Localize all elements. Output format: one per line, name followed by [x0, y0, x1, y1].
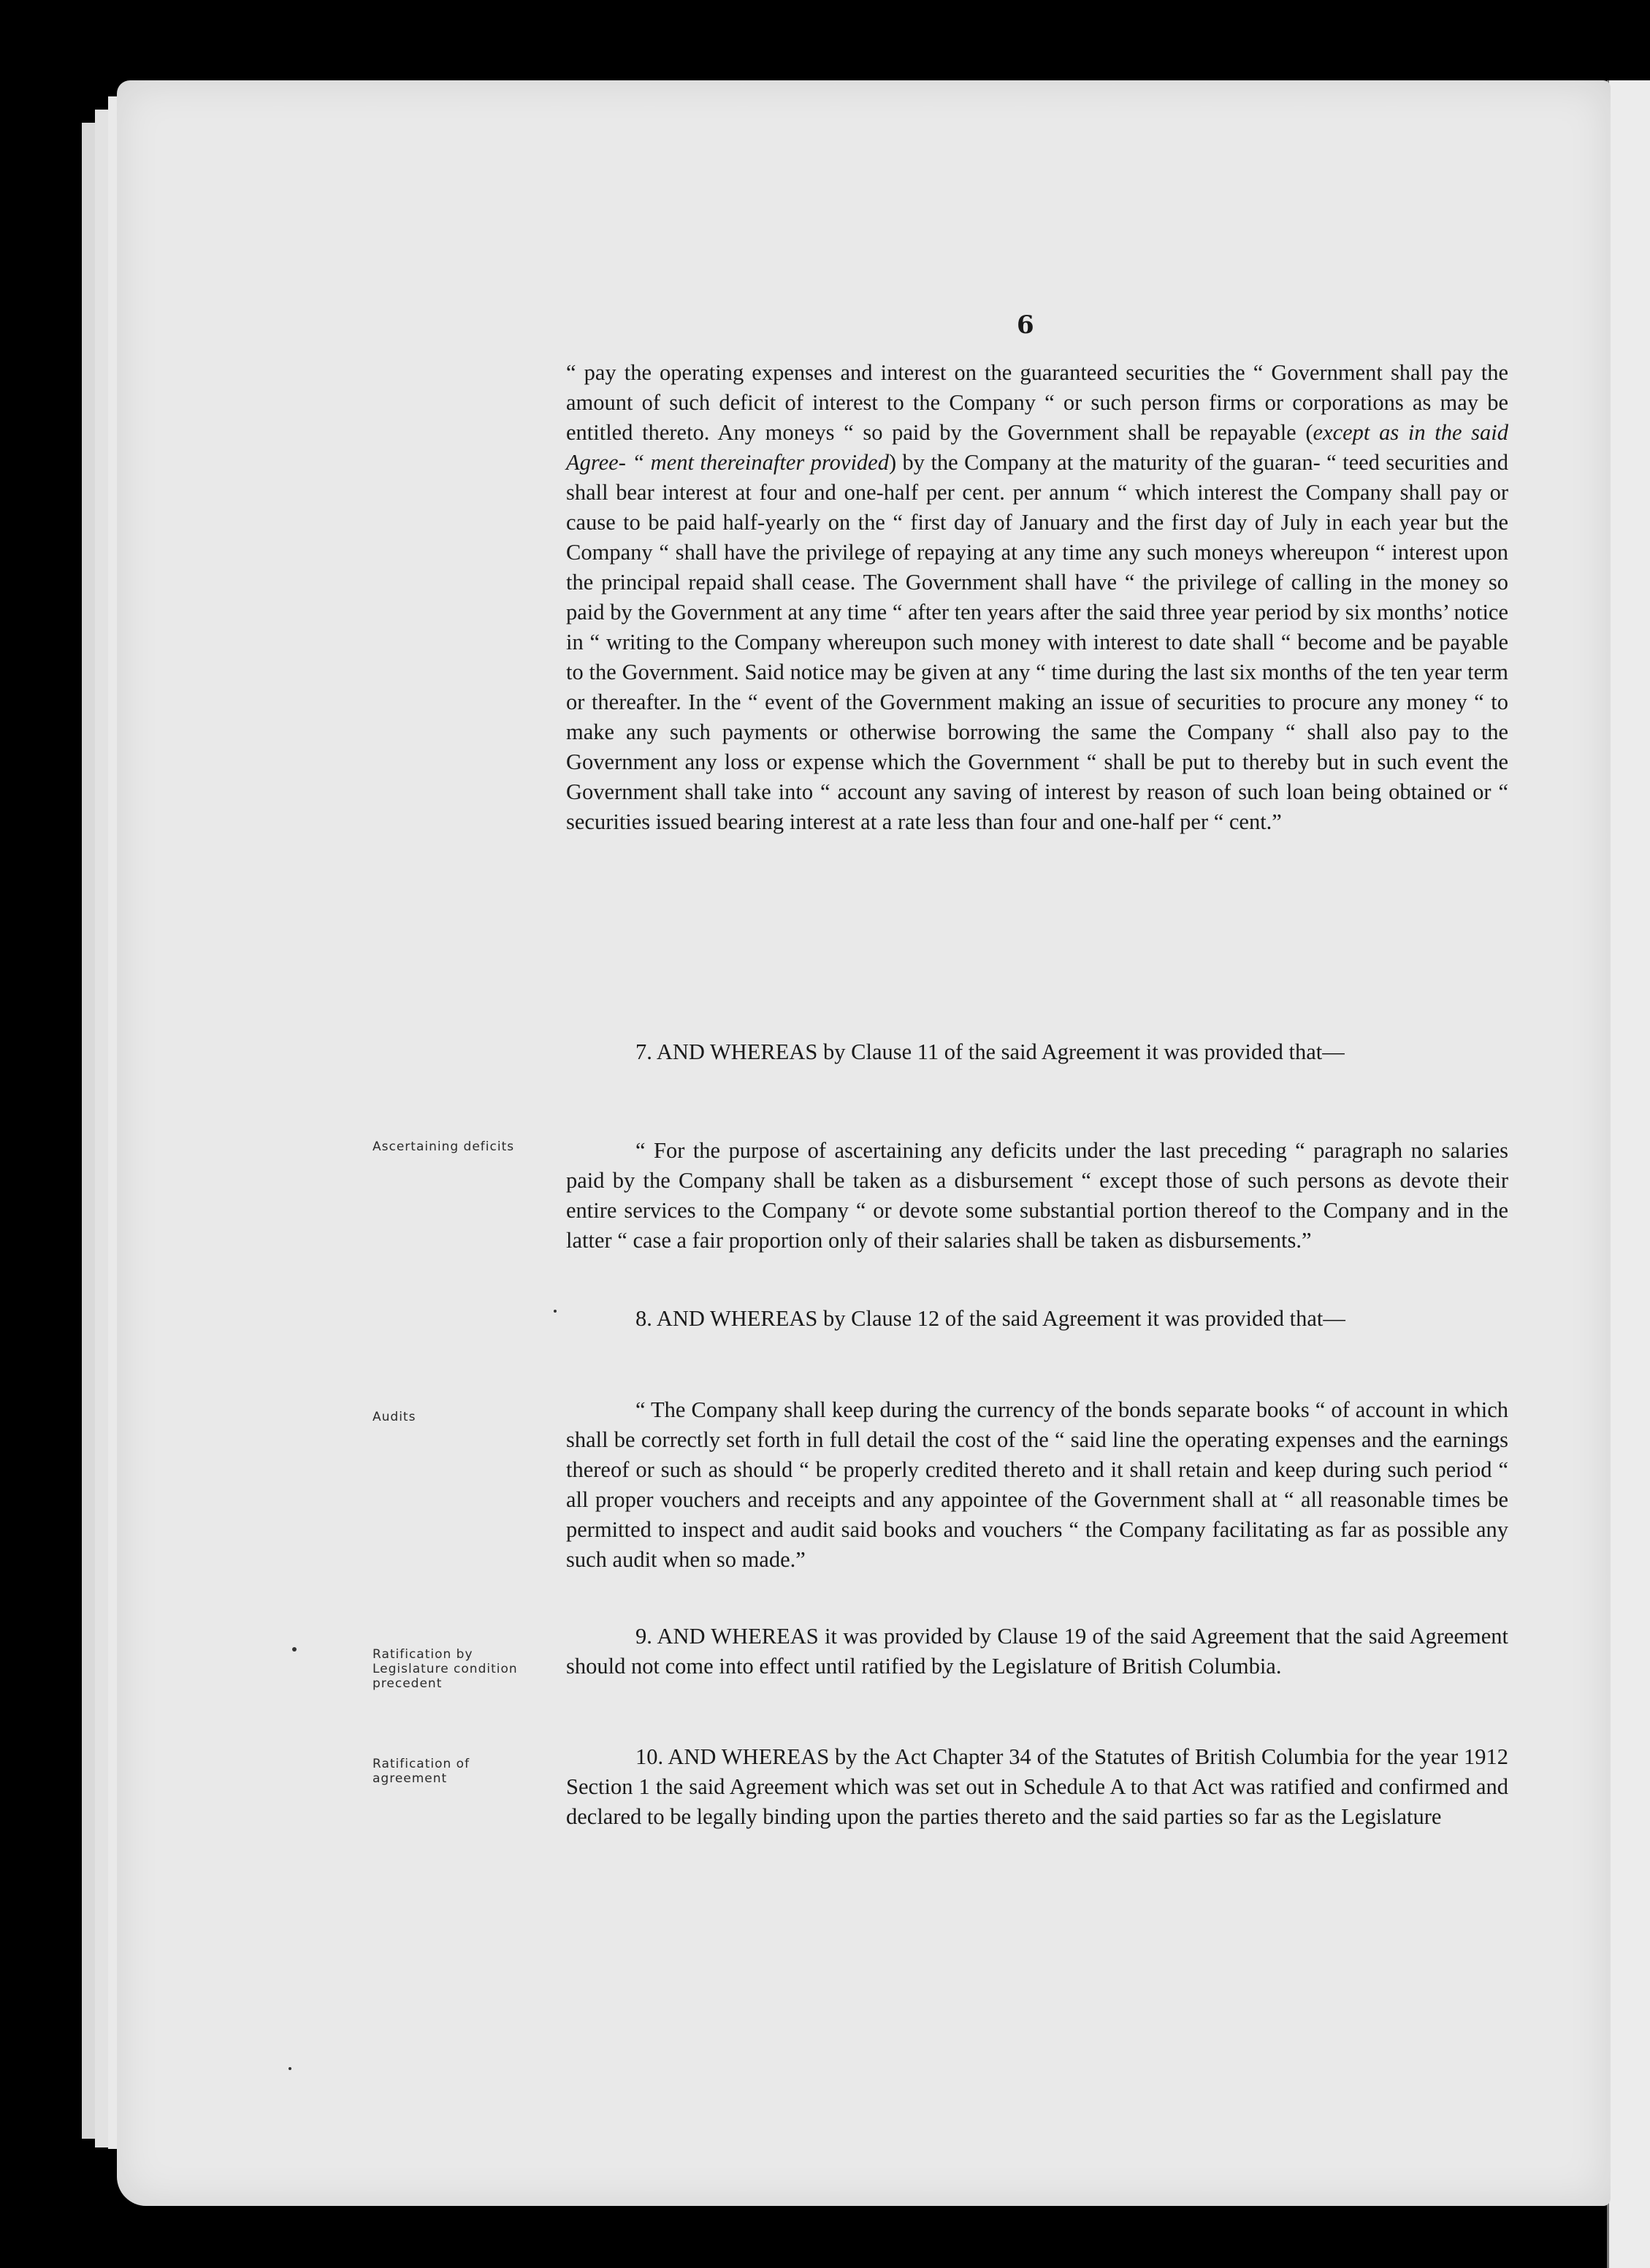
- clause-8-block: [566, 1304, 1508, 1334]
- margin-note-ratification-legislature: Ratification by Legislature condition precedent: [373, 1647, 518, 1691]
- right-page-edge: [1607, 80, 1650, 2268]
- scan-speck: [554, 1310, 557, 1313]
- clause-8-quote-paragraph: [566, 1395, 1508, 1575]
- margin-note-ascertaining: Ascertaining deficits: [373, 1139, 515, 1154]
- clause-7-quote-text: “ For the purpose of ascertaining any deficits under the last preceding “ paragraph no salaries paid by the Company shall be taken as a disbursement “ except those of such persons as devote their entire services to the Company “ or devote some substantial portion thereof to the Company and in the latter “ case a fair proportion only of their salaries shall be taken as disbursements.”: [566, 1138, 1508, 1253]
- clause-10-block: [566, 1742, 1508, 1832]
- margin-note-audits: Audits: [373, 1410, 416, 1424]
- quote-continued-block: [566, 358, 1508, 837]
- page-number: 6: [1017, 310, 1034, 340]
- scan-speck: [289, 2067, 291, 2070]
- clause-8-quote-text: “ The Company shall keep during the currency of the bonds separate books “ of account in which shall be correctly set forth in full detail the cost of the “ said line the operating expenses and the earnings thereof or such as should “ be properly credited thereto and it shall retain and keep during such period “ all proper vouchers and receipts and any appointee of the Government shall at “ all reasonable times be permitted to inspect and audit said books and vouchers “ the Company facilitating as far as possible any such audit when so made.”: [566, 1397, 1508, 1572]
- clause-9-text: 9. AND WHEREAS it was provided by Clause 19 of the said Agreement that the said Agreement should not come into effect until ratified by the Legislature of British Columbia.: [566, 1624, 1508, 1679]
- clause-7-paragraph: [566, 1037, 1508, 1067]
- quote-continued-paragraph: [566, 358, 1508, 837]
- clause-7-text: 7. AND WHEREAS by Clause 11 of the said Agreement it was provided that—: [635, 1039, 1345, 1064]
- clause-10-paragraph: [566, 1742, 1508, 1832]
- clause-7-block: [566, 1037, 1508, 1067]
- clause-7-quote-paragraph: [566, 1136, 1508, 1256]
- clause-8-quote-block: [566, 1395, 1508, 1575]
- clause-9-paragraph: [566, 1622, 1508, 1681]
- quote-italic-text: except as in the said Agree- “ ment thereinafter provided: [566, 420, 1508, 475]
- clause-8-paragraph: [566, 1304, 1508, 1334]
- margin-note-ratification-agreement: Ratification of agreement: [373, 1757, 470, 1786]
- quote-continued-text: “ pay the operating expenses and interest on the guaranteed securities the “ Government shall pay the amount of such deficit of interest to the Company “ or such person firms or corporations as may be entitled thereto. Any moneys “ so paid by the Government shall be repayable (: [566, 360, 1508, 445]
- clause-7-quote-block: [566, 1136, 1508, 1256]
- clause-10-text: 10. AND WHEREAS by the Act Chapter 34 of the Statutes of British Columbia for the year 1912 Section 1 the said Agreement which was set out in Schedule A to that Act was ratified and confirmed and declared to be legally binding upon the parties thereto and the said parties so far as the Legislature: [566, 1744, 1508, 1829]
- quote-rest-text: ) by the Company at the maturity of the guaran- “ teed securities and shall bear interest at four and one-half per cent. per annum “ which interest the Company shall pay or cause to be paid half-yearly on the “ first day of January and the first day of July in each year but the Company “ shall have the privilege of repaying at any time any such moneys whereupon “ interest upon the principal repaid shall cease. The Government shall have “ the privilege of calling in the money so paid by the Government at any time “ after ten years after the said three year period by six months’ notice in “ writing to the Company whereupon such money with interest to date shall “ become and be payable to the Government. Said notice may be given at any “ time during the last six months of the ten year term or thereafter. In the “ event of the Government making an issue of securities to procure any money “ to make any such payments or otherwise borrowing the same the Company “ shall also pay to the Government any loss or expense which the Government “ shall be put to thereby but in such event the Government shall take into “ account any saving of interest by reason of such loan being obtained or “ securities issued bearing interest at a rate less than four and one-half per “ cent.”: [566, 450, 1508, 834]
- scan-speck: [292, 1647, 297, 1652]
- clause-9-block: [566, 1622, 1508, 1681]
- clause-8-text: 8. AND WHEREAS by Clause 12 of the said Agreement it was provided that—: [635, 1306, 1345, 1331]
